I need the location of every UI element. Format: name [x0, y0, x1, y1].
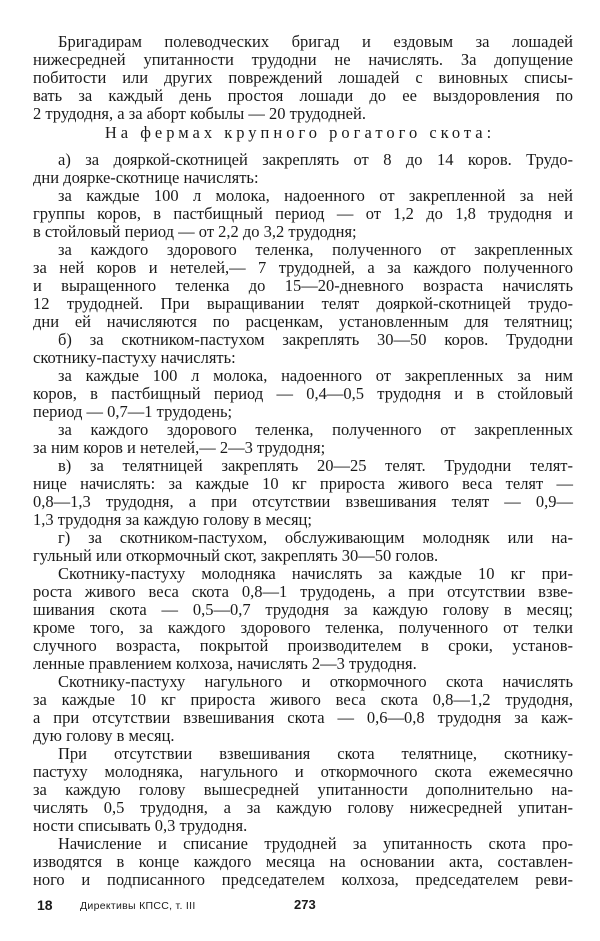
text-line: 0,8—1,3 трудодня, а при отсутствии взвешивания телят — 0,9—: [33, 492, 573, 511]
text-line: шивания скота — 0,5—0,7 трудодня за каждую голову в месяц;: [33, 600, 573, 619]
text-line: группы коров, в пастбищный период — от 1,2 до 1,8 трудодня и: [33, 204, 573, 223]
text-line: в стойловый период — от 2,2 до 3,2 трудодня;: [33, 222, 357, 241]
text-line: 12 трудодней. При выращивании телят дояркой-скотницей трудо-: [33, 294, 573, 313]
text-line: за ним коров и нетелей,— 2—3 трудодня;: [33, 438, 326, 457]
text-line: г) за скотником-пастухом, обслуживающим молодняк или на-: [58, 528, 573, 547]
text-line: ленные правлением колхоза, начислять 2—3 трудодня.: [33, 654, 417, 673]
text-line: гульный или откормочный скот, закреплять 30—50 голов.: [33, 546, 439, 565]
text-line: за каждые 100 л молока, надоенного от закрепленной за ней: [58, 186, 573, 205]
text-line: за каждые 100 л молока, надоенного от закрепленных за ним: [58, 366, 573, 385]
text-line: дую голову в месяц.: [33, 726, 175, 745]
text-line: Начисление и списание трудодней за упитанность скота про-: [58, 834, 573, 853]
signature-number: 18: [37, 897, 53, 913]
text-line: побитости или других повреждений лошадей с виновных списы-: [33, 68, 573, 87]
text-line: за каждые 10 кг прироста живого веса скота 0,8—1,2 трудодня,: [33, 690, 573, 709]
text-line: б) за скотником-пастухом закреплять 30—50 коров. Трудодни: [58, 330, 573, 349]
text-line: за каждую голову вышесредней упитанности дополнительно на-: [33, 780, 573, 799]
text-line: роста живого веса скота 0,8—1 трудодень, а при отсутствии взве-: [33, 582, 573, 601]
text-line: Скотнику-пастуху молодняка начислять за каждые 10 кг при-: [58, 564, 573, 583]
text-line: а) за дояркой-скотницей закреплять от 8 до 14 коров. Трудо-: [58, 150, 573, 169]
text-line: пастуху молодняка, нагульного и откормочного скота ежемесячно: [33, 762, 573, 781]
text-line: случного возраста, покрытой производителем в сроки, установ-: [33, 636, 573, 655]
text-line: скотнику-пастуху начислять:: [33, 348, 236, 367]
text-line: за ней коров и нетелей,— 7 трудодней, а за каждого полученного: [33, 258, 573, 277]
text-line: и выращенного теленка до 15—20-дневного возраста начислять: [33, 276, 573, 295]
text-line: за каждого здорового теленка, полученного от закрепленных: [58, 240, 573, 259]
section-heading: На фермах крупного рогатого скота:: [104, 123, 496, 142]
text-line: кроме того, за каждого здорового теленка, полученного от телки: [33, 618, 573, 637]
text-line: дни доярке-скотнице начислять:: [33, 168, 259, 187]
text-line: 1,3 трудодня за каждую голову в месяц;: [33, 510, 312, 529]
text-line: а при отсутствии взвешивания скота — 0,6—0,8 трудодня за каж-: [33, 708, 573, 727]
text-line: коров, в пастбищный период — 0,4—0,5 трудодня и в стойловый: [33, 384, 573, 403]
text-line: При отсутствии взвешивания скота телятнице, скотнику-: [58, 744, 573, 763]
text-line: ного и подписанного председателем колхоза, председателем реви-: [33, 870, 573, 889]
text-line: 2 трудодня, а за аборт кобылы — 20 трудодней.: [33, 104, 366, 123]
text-line: ности списывать 0,3 трудодня.: [33, 816, 248, 835]
text-line: вать за каждый день простоя лошади до ее выздоровления по: [33, 86, 573, 105]
text-line: в) за телятницей закреплять 20—25 телят. Трудодни телят-: [58, 456, 573, 475]
text-line: период — 0,7—1 трудодень;: [33, 402, 233, 421]
text-line: за каждого здорового теленка, полученного от закрепленных: [58, 420, 573, 439]
text-line: нижесредней упитанности трудодни не начислять. За допущение: [33, 50, 573, 69]
text-line: нице начислять: за каждые 10 кг прироста живого веса телят —: [33, 474, 573, 493]
page-number: 273: [294, 897, 316, 912]
text-line: числять 0,5 трудодня, а за каждую голову нижесредней упитан-: [33, 798, 573, 817]
text-line: дни ей начисляются по расценкам, установленным для телятниц;: [33, 312, 573, 331]
text-line: изводятся в конце каждого месяца на основании акта, составлен-: [33, 852, 573, 871]
text-line: Скотнику-пастуху нагульного и откормочного скота начислять: [58, 672, 573, 691]
footer-source: Директивы КПСС, т. III: [80, 900, 196, 912]
text-line: Бригадирам полеводческих бригад и ездовым за лошадей: [58, 32, 573, 51]
